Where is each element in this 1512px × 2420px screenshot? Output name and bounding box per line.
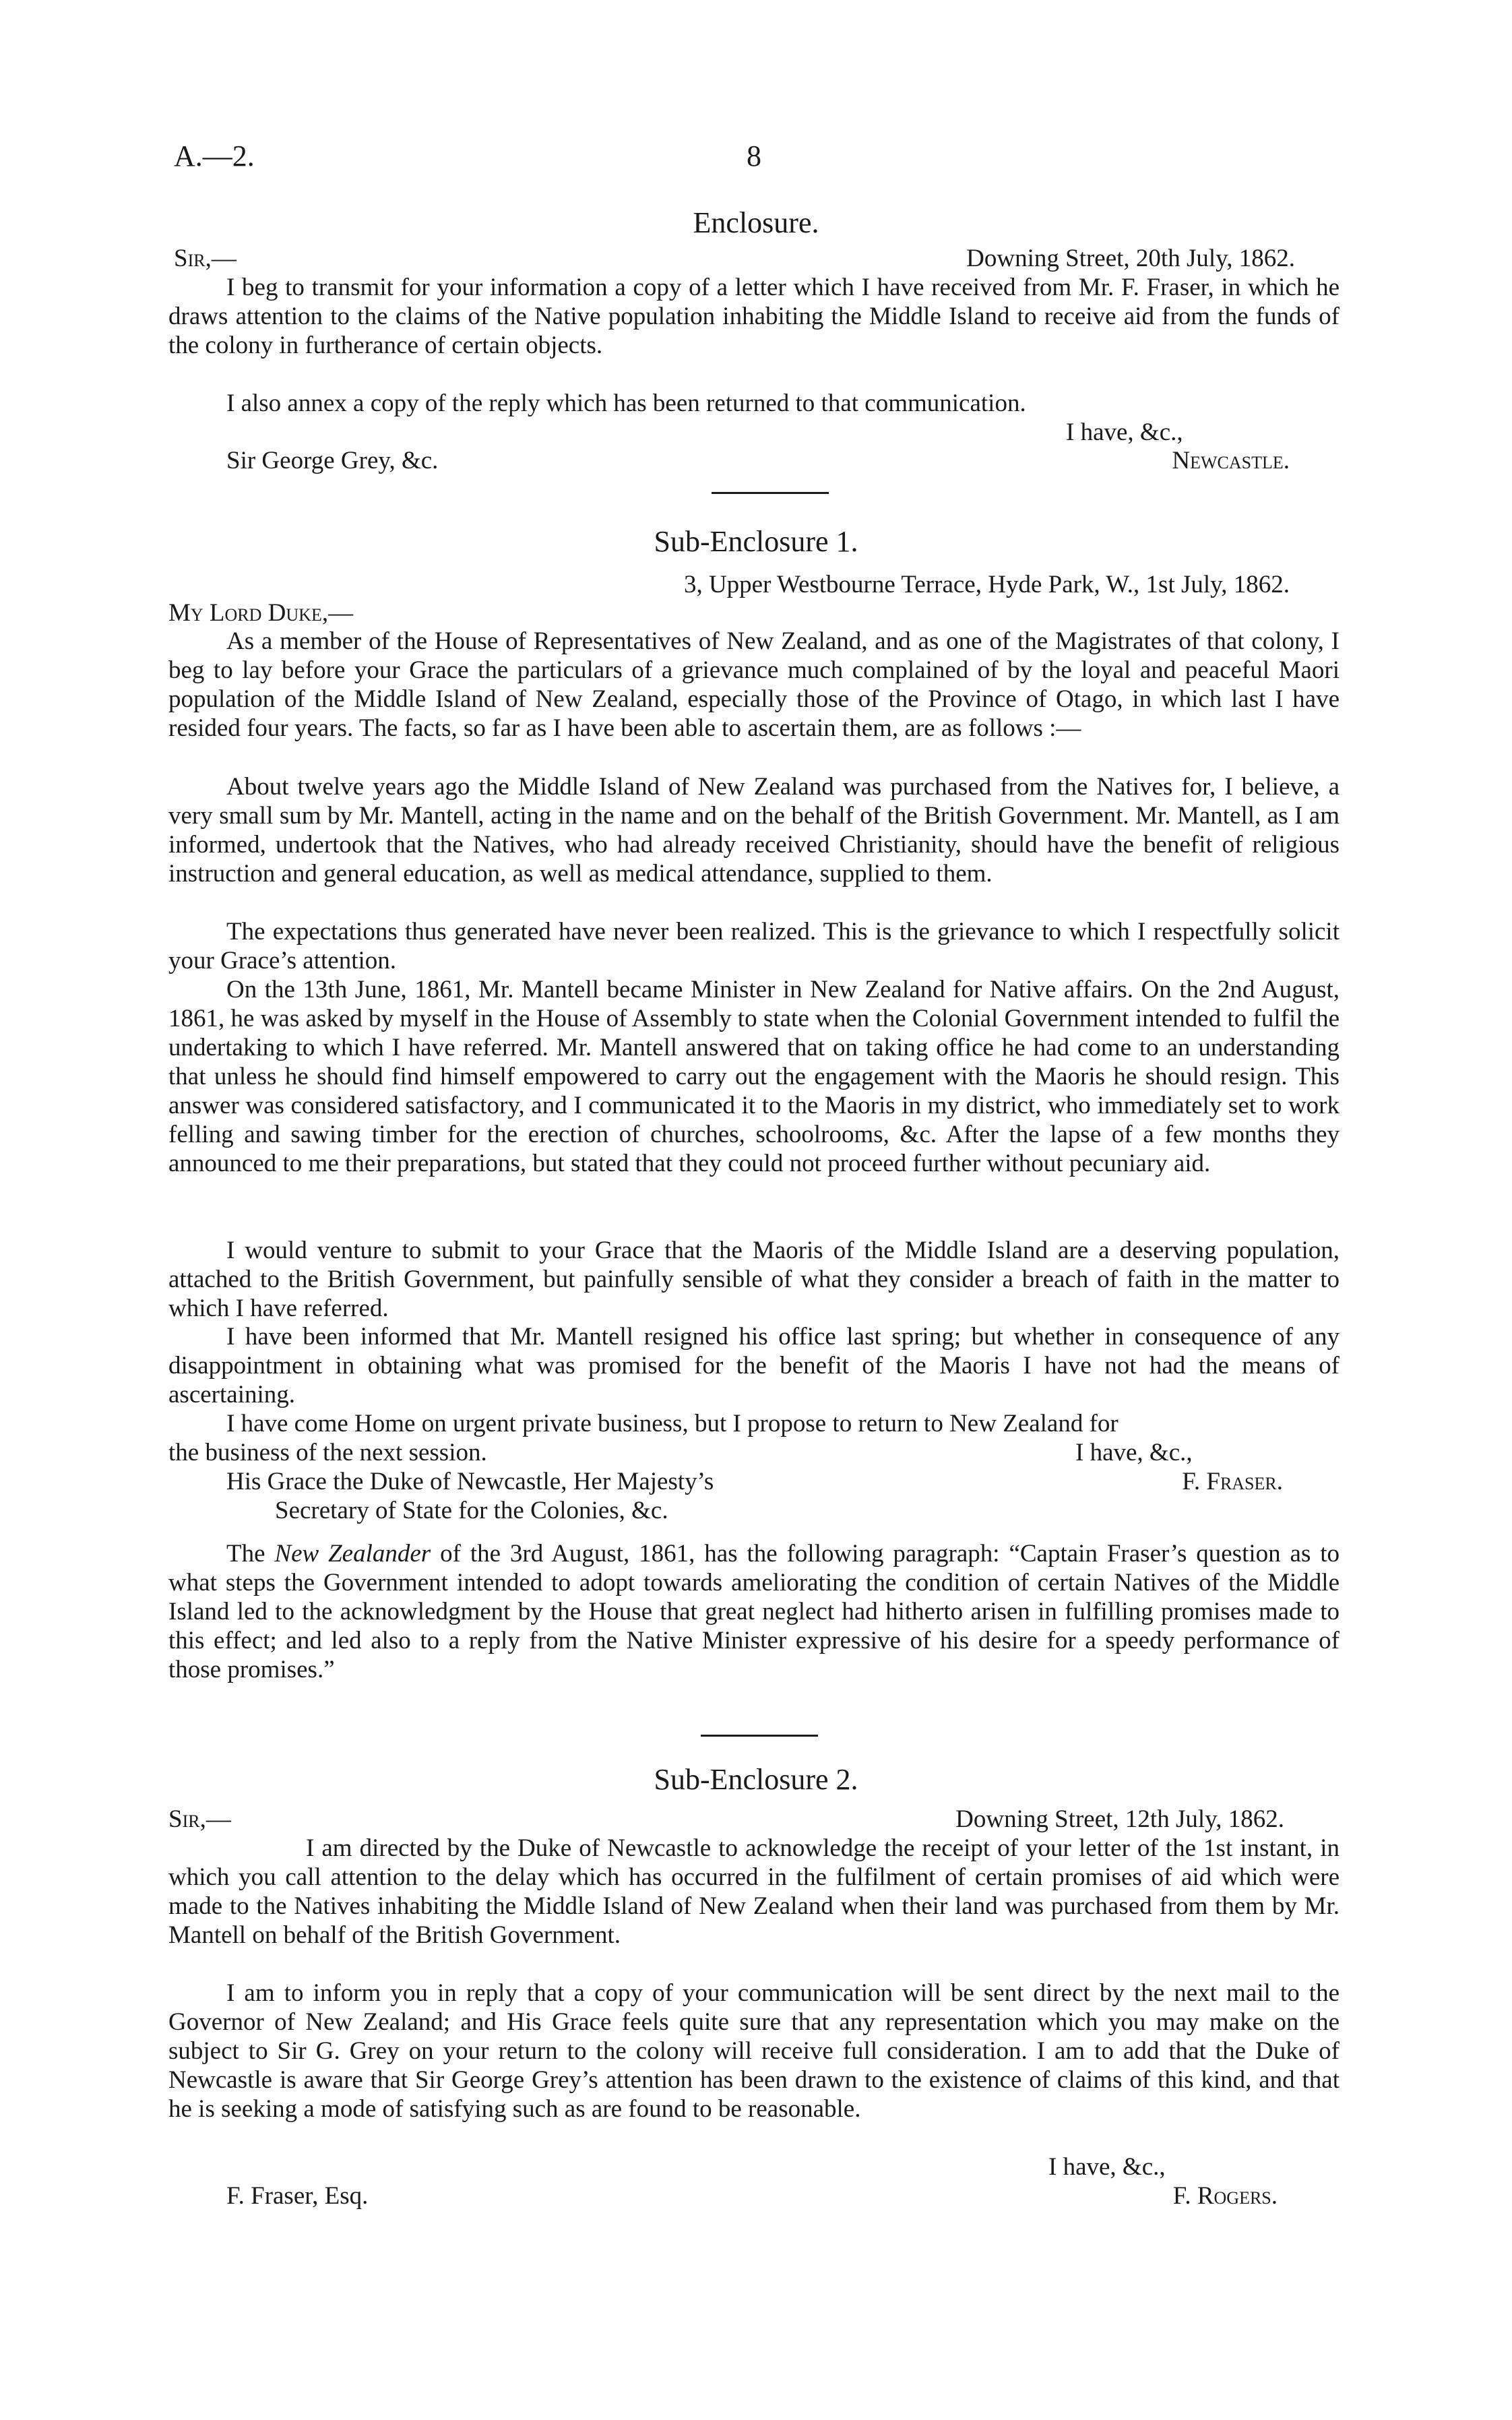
page-number: 8 (747, 139, 761, 173)
enclosure-heading: Enclosure. (693, 206, 819, 239)
enclosure-signature: Newcastle. (1172, 447, 1290, 474)
sub-enclosure-2-addressee: F. Fraser, Esq. (226, 2182, 369, 2210)
sub-enclosure-2-heading: Sub-Enclosure 2. (654, 1763, 858, 1796)
enclosure-closing: I have, &c., (1066, 418, 1183, 446)
sub-enclosure-1-addressee-line-1: His Grace the Duke of Newcastle, Her Majesty’s (226, 1468, 714, 1495)
sub-enclosure-2-closing: I have, &c., (1048, 2153, 1166, 2181)
sub-enclosure-2-dateline: Downing Street, 12th July, 1862. (955, 1805, 1284, 1833)
quote-intro: The (226, 1540, 265, 1568)
sub-enclosure-1-paragraph-1: As a member of the House of Representatives of New Zealand, and as one of the Magistrates of that colony, I beg to lay before your Grace the particulars of a grievance much complained of by the loyal and peaceful Maori population of the Middle Island of New Zealand, especially those of the Province of Otago, in which last I have resided four years. The facts, so far as I have been able to ascertain them, are as follows :— (168, 627, 1340, 742)
sub-enclosure-1-paragraph-2: About twelve years ago the Middle Island of New Zealand was purchased from the Natives for, I believe, a very small sum by Mr. Mantell, acting in the name and on the behalf of the British Government. Mr. Mantell, as I am informed, undertook that the Natives, who had already received Christianity, should have the benefit of religious instruction and general education, as well as medical attendance, supplied to them. (168, 773, 1340, 888)
sub-enclosure-1-paragraph-4: On the 13th June, 1861, Mr. Mantell became Minister in New Zealand for Native affairs. On the 2nd August, 1861, he was asked by myself in the House of Assembly to state when the Colonial Government intended to fulfil the undertaking to which I have referred. Mr. Mantell answered that on taking office he had come to an understanding that unless he should find himself empowered to carry out the engagement with the Maoris he should resign. This answer was considered satisfactory, and I communicated it to the Maoris in my district, who immediately set to work felling and sawing timber for the erection of churches, schoolrooms, &c. After the lapse of a few months they announced to me their preparations, but stated that they could not proceed further without pecuniary aid. (168, 976, 1340, 1177)
sub-enclosure-2-salutation: Sir,— (168, 1805, 231, 1833)
sub-enclosure-1-paragraph-6: I have been informed that Mr. Mantell resigned his office last spring; but whether in consequence of any disappointment in obtaining what was promised for the benefit of the Maoris I have not had the means of ascertaining. (168, 1323, 1340, 1408)
sub-enclosure-2-paragraph-1: I am directed by the Duke of Newcastle to acknowledge the receipt of your letter of the 1st instant, in which you call attention to the delay which has occurred in the fulfilment of certain promises of aid which were made to the Natives inhabiting the Middle Island of New Zealand when their land was purchased from them by Mr. Mantell on behalf of the British Government. (168, 1834, 1340, 1949)
sub-enclosure-1-paragraph-5: I would venture to submit to your Grace that the Maoris of the Middle Island are a deserving population, attached to the British Government, but painfully sensible of what they consider a breach of faith in the matter to which I have referred. (168, 1237, 1340, 1322)
newspaper-title: New Zealander (274, 1540, 431, 1568)
quote-text: of the 3rd August, 1861, has the following paragraph: “Captain Fraser’s question as to what steps the Government intended to adopt towards ameliorating the condition of certain Natives of the Middle Island led to the acknowledgment by the House that great neglect had hitherto arisen in fulfilling promises made to this effect; and led also to a reply from the Native Minister expressive of his desire for a speedy performance of those promises.” (168, 1540, 1340, 1683)
document-reference: A.—2. (174, 139, 255, 173)
sub-enclosure-1-salutation: My Lord Duke,— (168, 599, 354, 627)
sub-enclosure-1-addressee-line-2: Secretary of State for the Colonies, &c. (275, 1497, 668, 1524)
sub-enclosure-1-closing: I have, &c., (1075, 1439, 1193, 1466)
section-divider (701, 1735, 818, 1737)
enclosure-addressee: Sir George Grey, &c. (226, 447, 439, 474)
sub-enclosure-1-paragraph-7-line-2: the business of the next session. (168, 1439, 487, 1466)
sub-enclosure-1-address: 3, Upper Westbourne Terrace, Hyde Park, W., 1st July, 1862. (683, 571, 1290, 598)
enclosure-salutation: Sir,— (174, 245, 237, 272)
section-divider (712, 492, 829, 494)
enclosure-paragraph-1: I beg to transmit for your information a copy of a letter which I have received from Mr. F. Fraser, in which he draws attention to the claims of the Native population inhabiting the Middle Island to receive aid from the funds of the colony in furtherance of certain objects. (168, 274, 1340, 359)
sub-enclosure-2-paragraph-2: I am to inform you in reply that a copy of your communication will be sent direct by the next mail to the Governor of New Zealand; and His Grace feels quite sure that any representation which you may make on the subject to Sir G. Grey on your return to the colony will receive full consideration. I am to add that the Duke of Newcastle is aware that Sir George Grey’s attention has been drawn to the existence of claims of this kind, and that he is seeking a mode of satisfying such as are found to be reasonable. (168, 1979, 1340, 2123)
sub-enclosure-1-paragraph-3: The expectations thus generated have never been realized. This is the grievance to which I respectfully solicit your Grace’s attention. (168, 918, 1340, 974)
sub-enclosure-1-heading: Sub-Enclosure 1. (654, 525, 858, 558)
newspaper-quote-paragraph (168, 1539, 1340, 1684)
sub-enclosure-1-paragraph-7-line-1: I have come Home on urgent private business, but I propose to return to New Zealand for (226, 1410, 1119, 1437)
sub-enclosure-1-signature: F. Fraser. (1182, 1468, 1283, 1495)
enclosure-dateline: Downing Street, 20th July, 1862. (966, 245, 1295, 272)
enclosure-paragraph-2: I also annex a copy of the reply which has been returned to that communication. (226, 390, 1026, 417)
sub-enclosure-2-signature: F. Rogers. (1172, 2182, 1278, 2210)
